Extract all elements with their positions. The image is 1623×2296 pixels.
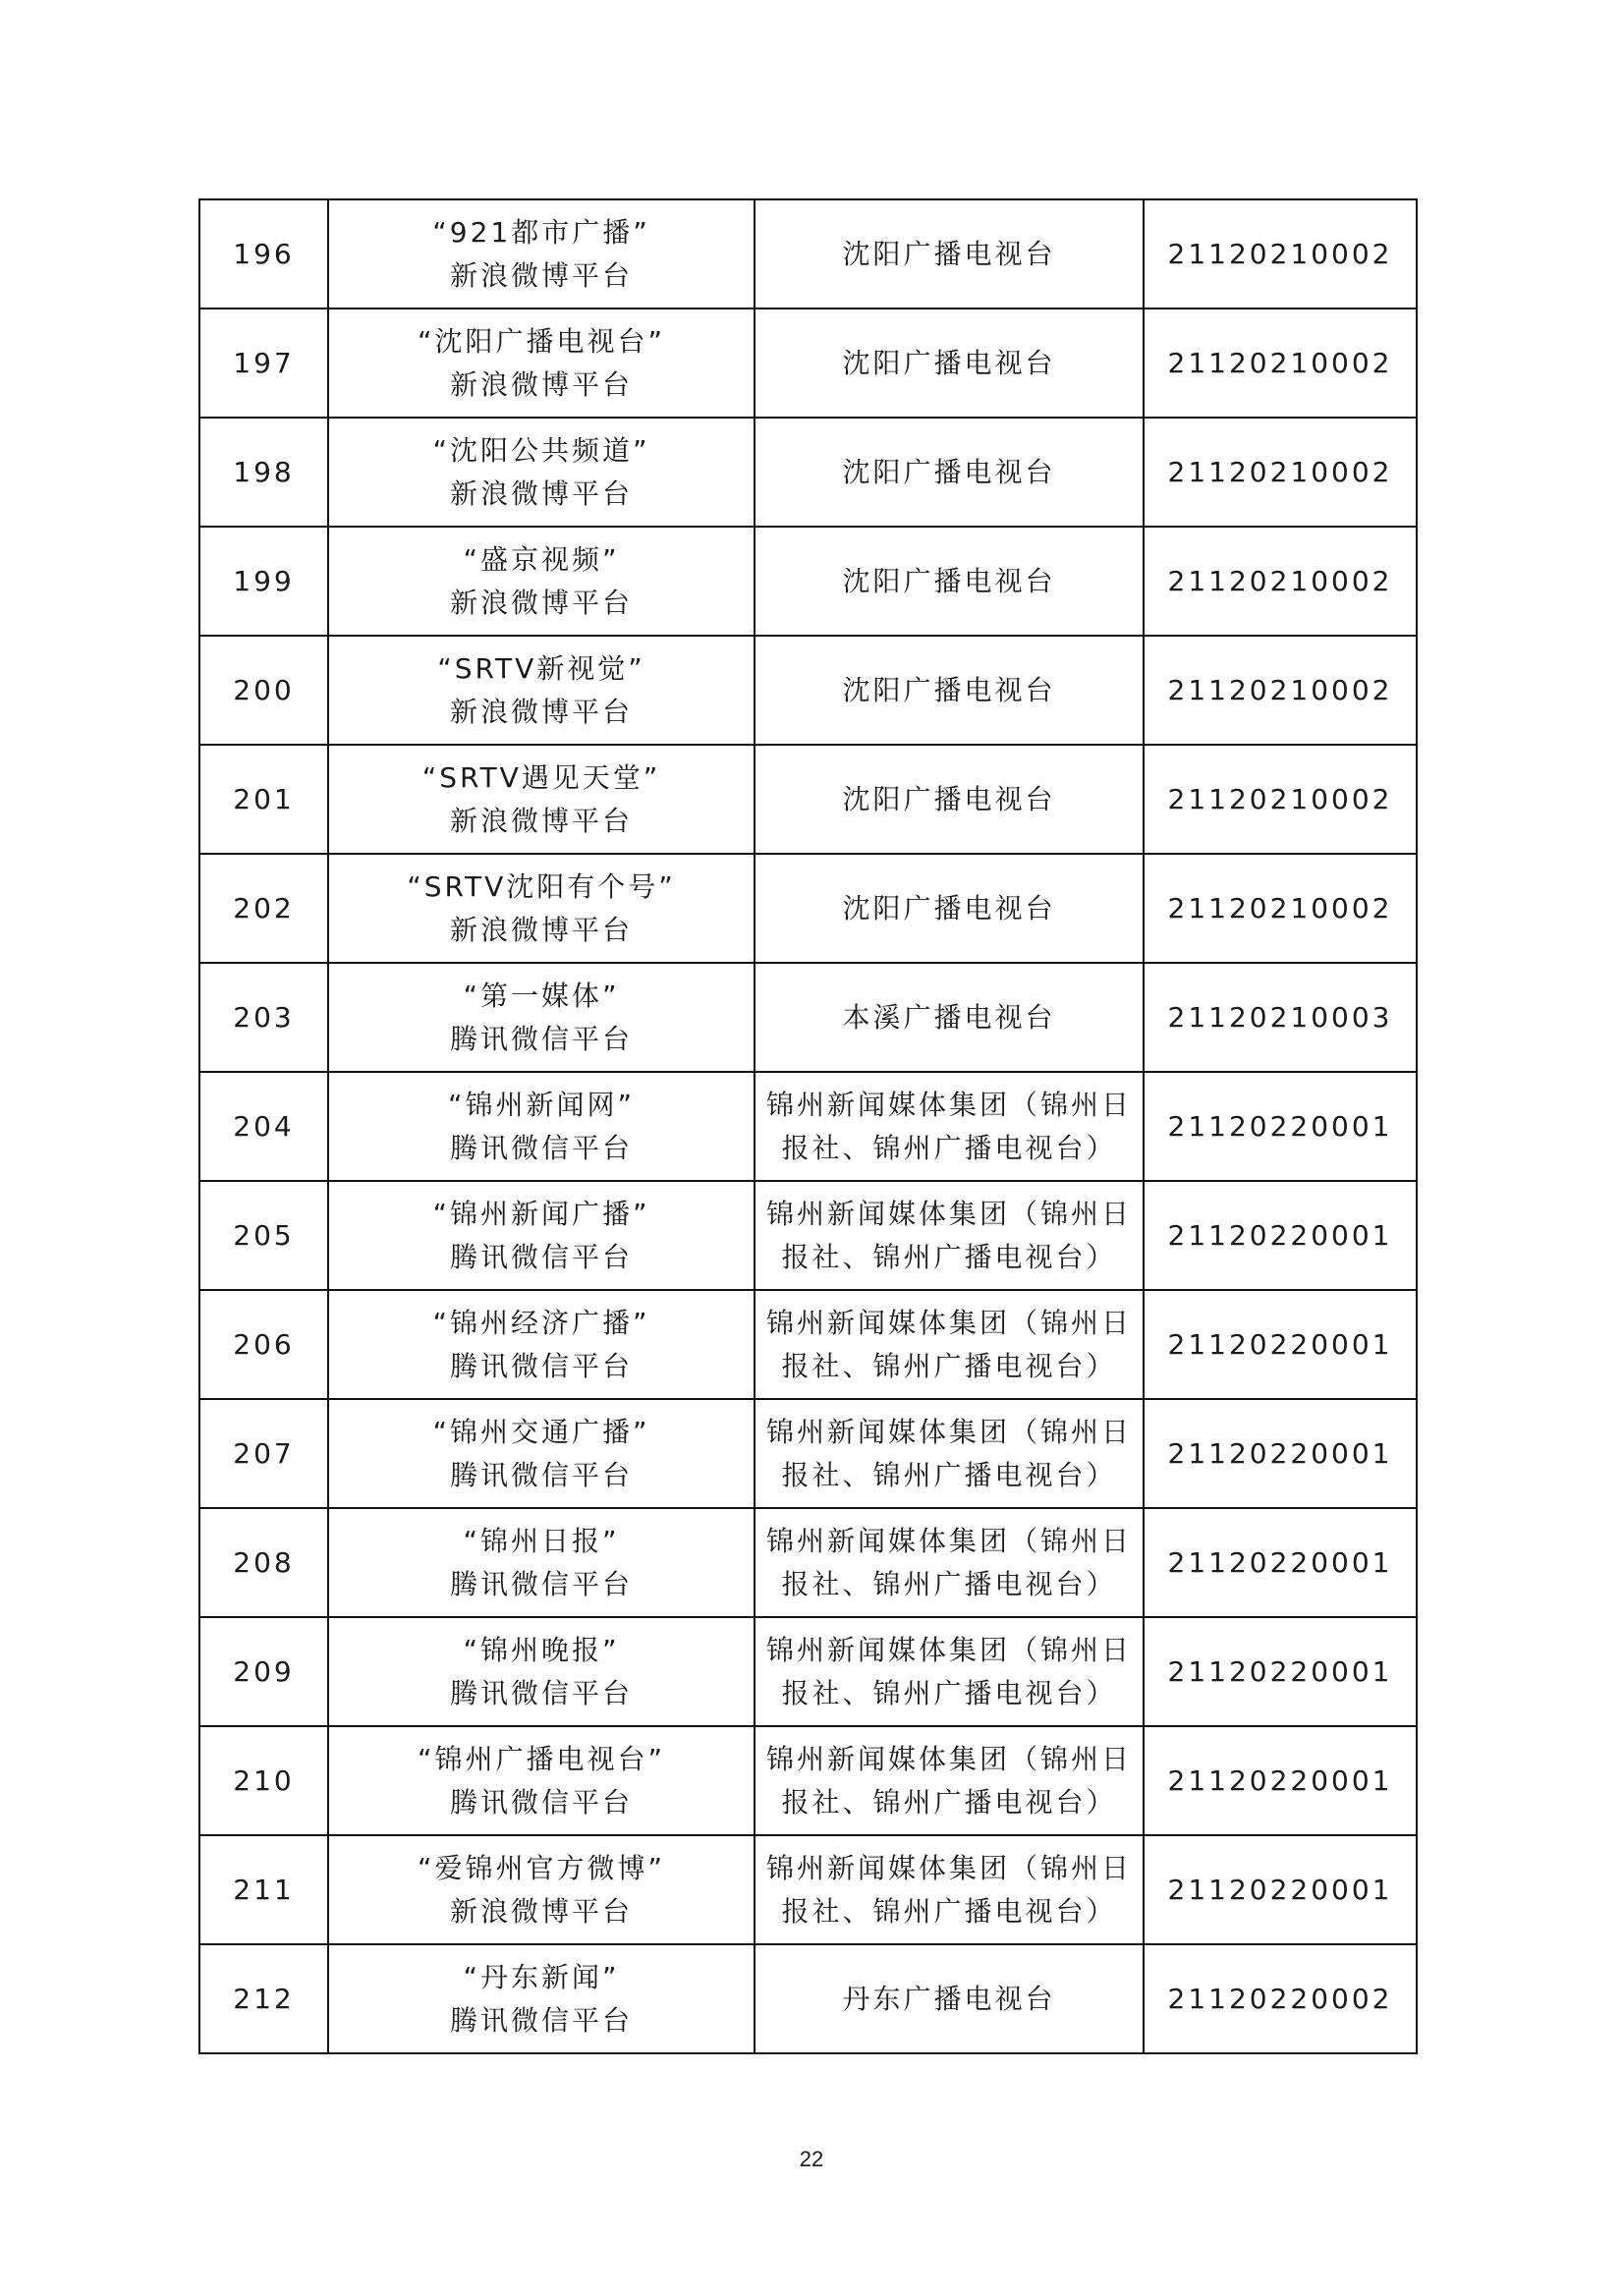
table-row xyxy=(199,1508,1417,1617)
account-name xyxy=(328,1835,755,1944)
table-row xyxy=(199,1399,1417,1508)
account-platform: 腾讯微信平台 xyxy=(449,1131,633,1164)
serial-number: 199 xyxy=(199,527,328,636)
organization-line-1: 丹东广播电视台 xyxy=(842,1982,1056,2015)
account-name xyxy=(328,854,755,963)
organization-line-1: 锦州新闻媒体集团（锦州日 xyxy=(765,1197,1132,1230)
license-code: 21120220001 xyxy=(1144,1181,1417,1290)
organization xyxy=(755,1508,1144,1617)
license-code: 21120210002 xyxy=(1144,854,1417,963)
serial-number: 196 xyxy=(199,199,328,308)
account-platform: 腾讯微信平台 xyxy=(449,1022,633,1055)
account-name xyxy=(328,1181,755,1290)
organization xyxy=(755,636,1144,745)
serial-number: 200 xyxy=(199,636,328,745)
account-title: “锦州晚报” xyxy=(463,1633,620,1666)
account-name xyxy=(328,1944,755,2053)
table-row xyxy=(199,636,1417,745)
organization-line-2: 报社、锦州广播电视台） xyxy=(781,1131,1117,1164)
organization xyxy=(755,1944,1144,2053)
organization xyxy=(755,854,1144,963)
account-title: “丹东新闻” xyxy=(463,1960,620,1993)
organization-line-1: 锦州新闻媒体集团（锦州日 xyxy=(765,1306,1132,1339)
organization-line-1: 沈阳广播电视台 xyxy=(842,346,1056,379)
page-number: 22 xyxy=(799,2147,824,2171)
account-platform: 新浪微博平台 xyxy=(449,695,633,728)
organization-line-2: 报社、锦州广播电视台） xyxy=(781,1785,1117,1819)
account-name xyxy=(328,199,755,308)
account-title: “锦州新闻广播” xyxy=(432,1197,650,1230)
organization xyxy=(755,745,1144,854)
organization-line-1: 沈阳广播电视台 xyxy=(842,564,1056,597)
table-row xyxy=(199,1726,1417,1835)
serial-number: 207 xyxy=(199,1399,328,1508)
organization-line-2: 报社、锦州广播电视台） xyxy=(781,1349,1117,1382)
serial-number: 212 xyxy=(199,1944,328,2053)
organization xyxy=(755,1181,1144,1290)
account-platform: 新浪微博平台 xyxy=(449,586,633,619)
serial-number: 203 xyxy=(199,963,328,1072)
account-title: “SRTV遇见天堂” xyxy=(421,760,661,794)
organization xyxy=(755,1835,1144,1944)
organization xyxy=(755,527,1144,636)
table-row xyxy=(199,745,1417,854)
account-platform: 腾讯微信平台 xyxy=(449,1676,633,1709)
organization xyxy=(755,1617,1144,1726)
account-platform: 腾讯微信平台 xyxy=(449,1567,633,1600)
organization-line-1: 沈阳广播电视台 xyxy=(842,782,1056,815)
license-code: 21120210003 xyxy=(1144,963,1417,1072)
license-code: 21120220001 xyxy=(1144,1399,1417,1508)
serial-number: 198 xyxy=(199,418,328,527)
organization-line-1: 锦州新闻媒体集团（锦州日 xyxy=(765,1851,1132,1884)
table-row xyxy=(199,1181,1417,1290)
account-name xyxy=(328,527,755,636)
organization xyxy=(755,1072,1144,1181)
serial-number: 197 xyxy=(199,308,328,418)
account-name xyxy=(328,1290,755,1399)
organization-line-1: 锦州新闻媒体集团（锦州日 xyxy=(765,1742,1132,1775)
license-code: 21120220001 xyxy=(1144,1617,1417,1726)
table-row xyxy=(199,963,1417,1072)
serial-number: 202 xyxy=(199,854,328,963)
organization xyxy=(755,308,1144,418)
organization-line-1: 沈阳广播电视台 xyxy=(842,237,1056,270)
organization xyxy=(755,1399,1144,1508)
serial-number: 201 xyxy=(199,745,328,854)
account-platform: 腾讯微信平台 xyxy=(449,1785,633,1819)
account-title: “沈阳公共频道” xyxy=(432,433,650,467)
account-name xyxy=(328,1072,755,1181)
organization-line-1: 沈阳广播电视台 xyxy=(842,455,1056,488)
account-title: “锦州新闻网” xyxy=(447,1088,635,1121)
serial-number: 206 xyxy=(199,1290,328,1399)
account-name xyxy=(328,308,755,418)
account-title: “SRTV沈阳有个号” xyxy=(407,869,676,903)
account-name xyxy=(328,1508,755,1617)
table-row xyxy=(199,308,1417,418)
account-title: “盛京视频” xyxy=(463,542,620,576)
license-code: 21120210002 xyxy=(1144,636,1417,745)
account-name xyxy=(328,1399,755,1508)
license-code: 21120220001 xyxy=(1144,1508,1417,1617)
license-code: 21120220001 xyxy=(1144,1072,1417,1181)
organization-line-1: 本溪广播电视台 xyxy=(842,1000,1056,1034)
license-code: 21120220002 xyxy=(1144,1944,1417,2053)
organization-line-1: 锦州新闻媒体集团（锦州日 xyxy=(765,1524,1132,1557)
organization-line-1: 沈阳广播电视台 xyxy=(842,891,1056,924)
organization xyxy=(755,1290,1144,1399)
table-row xyxy=(199,1072,1417,1181)
table-row xyxy=(199,418,1417,527)
license-code: 21120210002 xyxy=(1144,308,1417,418)
account-platform: 新浪微博平台 xyxy=(449,913,633,946)
license-code: 21120220001 xyxy=(1144,1835,1417,1944)
license-code: 21120220001 xyxy=(1144,1290,1417,1399)
serial-number: 211 xyxy=(199,1835,328,1944)
account-name xyxy=(328,636,755,745)
table-row xyxy=(199,1290,1417,1399)
organization xyxy=(755,963,1144,1072)
account-platform: 新浪微博平台 xyxy=(449,258,633,292)
account-platform: 腾讯微信平台 xyxy=(449,1458,633,1491)
account-title: “第一媒体” xyxy=(463,979,620,1012)
organization xyxy=(755,418,1144,527)
organization-line-1: 锦州新闻媒体集团（锦州日 xyxy=(765,1633,1132,1666)
account-title: “SRTV新视觉” xyxy=(437,651,645,685)
license-code: 21120210002 xyxy=(1144,199,1417,308)
serial-number: 208 xyxy=(199,1508,328,1617)
account-platform: 新浪微博平台 xyxy=(449,1894,633,1928)
organization xyxy=(755,1726,1144,1835)
organization-line-2: 报社、锦州广播电视台） xyxy=(781,1240,1117,1273)
table-row xyxy=(199,1617,1417,1726)
organization-line-2: 报社、锦州广播电视台） xyxy=(781,1567,1117,1600)
account-platform: 新浪微博平台 xyxy=(449,804,633,837)
table-row xyxy=(199,199,1417,308)
account-title: “爱锦州官方微博” xyxy=(417,1851,665,1884)
account-platform: 腾讯微信平台 xyxy=(449,1349,633,1382)
account-platform: 新浪微博平台 xyxy=(449,476,633,510)
account-name xyxy=(328,1726,755,1835)
license-code: 21120220001 xyxy=(1144,1726,1417,1835)
account-title: “沈阳广播电视台” xyxy=(417,324,665,358)
organization-line-2: 报社、锦州广播电视台） xyxy=(781,1458,1117,1491)
account-title: “921都市广播” xyxy=(432,215,650,249)
account-name xyxy=(328,1617,755,1726)
organization-line-1: 锦州新闻媒体集团（锦州日 xyxy=(765,1088,1132,1121)
table-row xyxy=(199,1944,1417,2053)
license-code: 21120210002 xyxy=(1144,418,1417,527)
registry-table xyxy=(198,198,1418,2054)
serial-number: 205 xyxy=(199,1181,328,1290)
account-platform: 腾讯微信平台 xyxy=(449,1240,633,1273)
organization-line-1: 沈阳广播电视台 xyxy=(842,673,1056,706)
organization-line-2: 报社、锦州广播电视台） xyxy=(781,1676,1117,1709)
account-title: “锦州日报” xyxy=(463,1524,620,1557)
account-name xyxy=(328,963,755,1072)
serial-number: 209 xyxy=(199,1617,328,1726)
table-row xyxy=(199,854,1417,963)
account-platform: 新浪微博平台 xyxy=(449,367,633,401)
license-code: 21120210002 xyxy=(1144,745,1417,854)
table-row xyxy=(199,527,1417,636)
account-title: “锦州交通广播” xyxy=(432,1415,650,1448)
organization xyxy=(755,199,1144,308)
account-title: “锦州广播电视台” xyxy=(417,1742,665,1775)
license-code: 21120210002 xyxy=(1144,527,1417,636)
serial-number: 204 xyxy=(199,1072,328,1181)
table-row xyxy=(199,1835,1417,1944)
account-title: “锦州经济广播” xyxy=(432,1306,650,1339)
account-name xyxy=(328,418,755,527)
serial-number: 210 xyxy=(199,1726,328,1835)
organization-line-1: 锦州新闻媒体集团（锦州日 xyxy=(765,1415,1132,1448)
account-name xyxy=(328,745,755,854)
organization-line-2: 报社、锦州广播电视台） xyxy=(781,1894,1117,1928)
account-platform: 腾讯微信平台 xyxy=(449,2003,633,2037)
table-body xyxy=(199,199,1417,2053)
